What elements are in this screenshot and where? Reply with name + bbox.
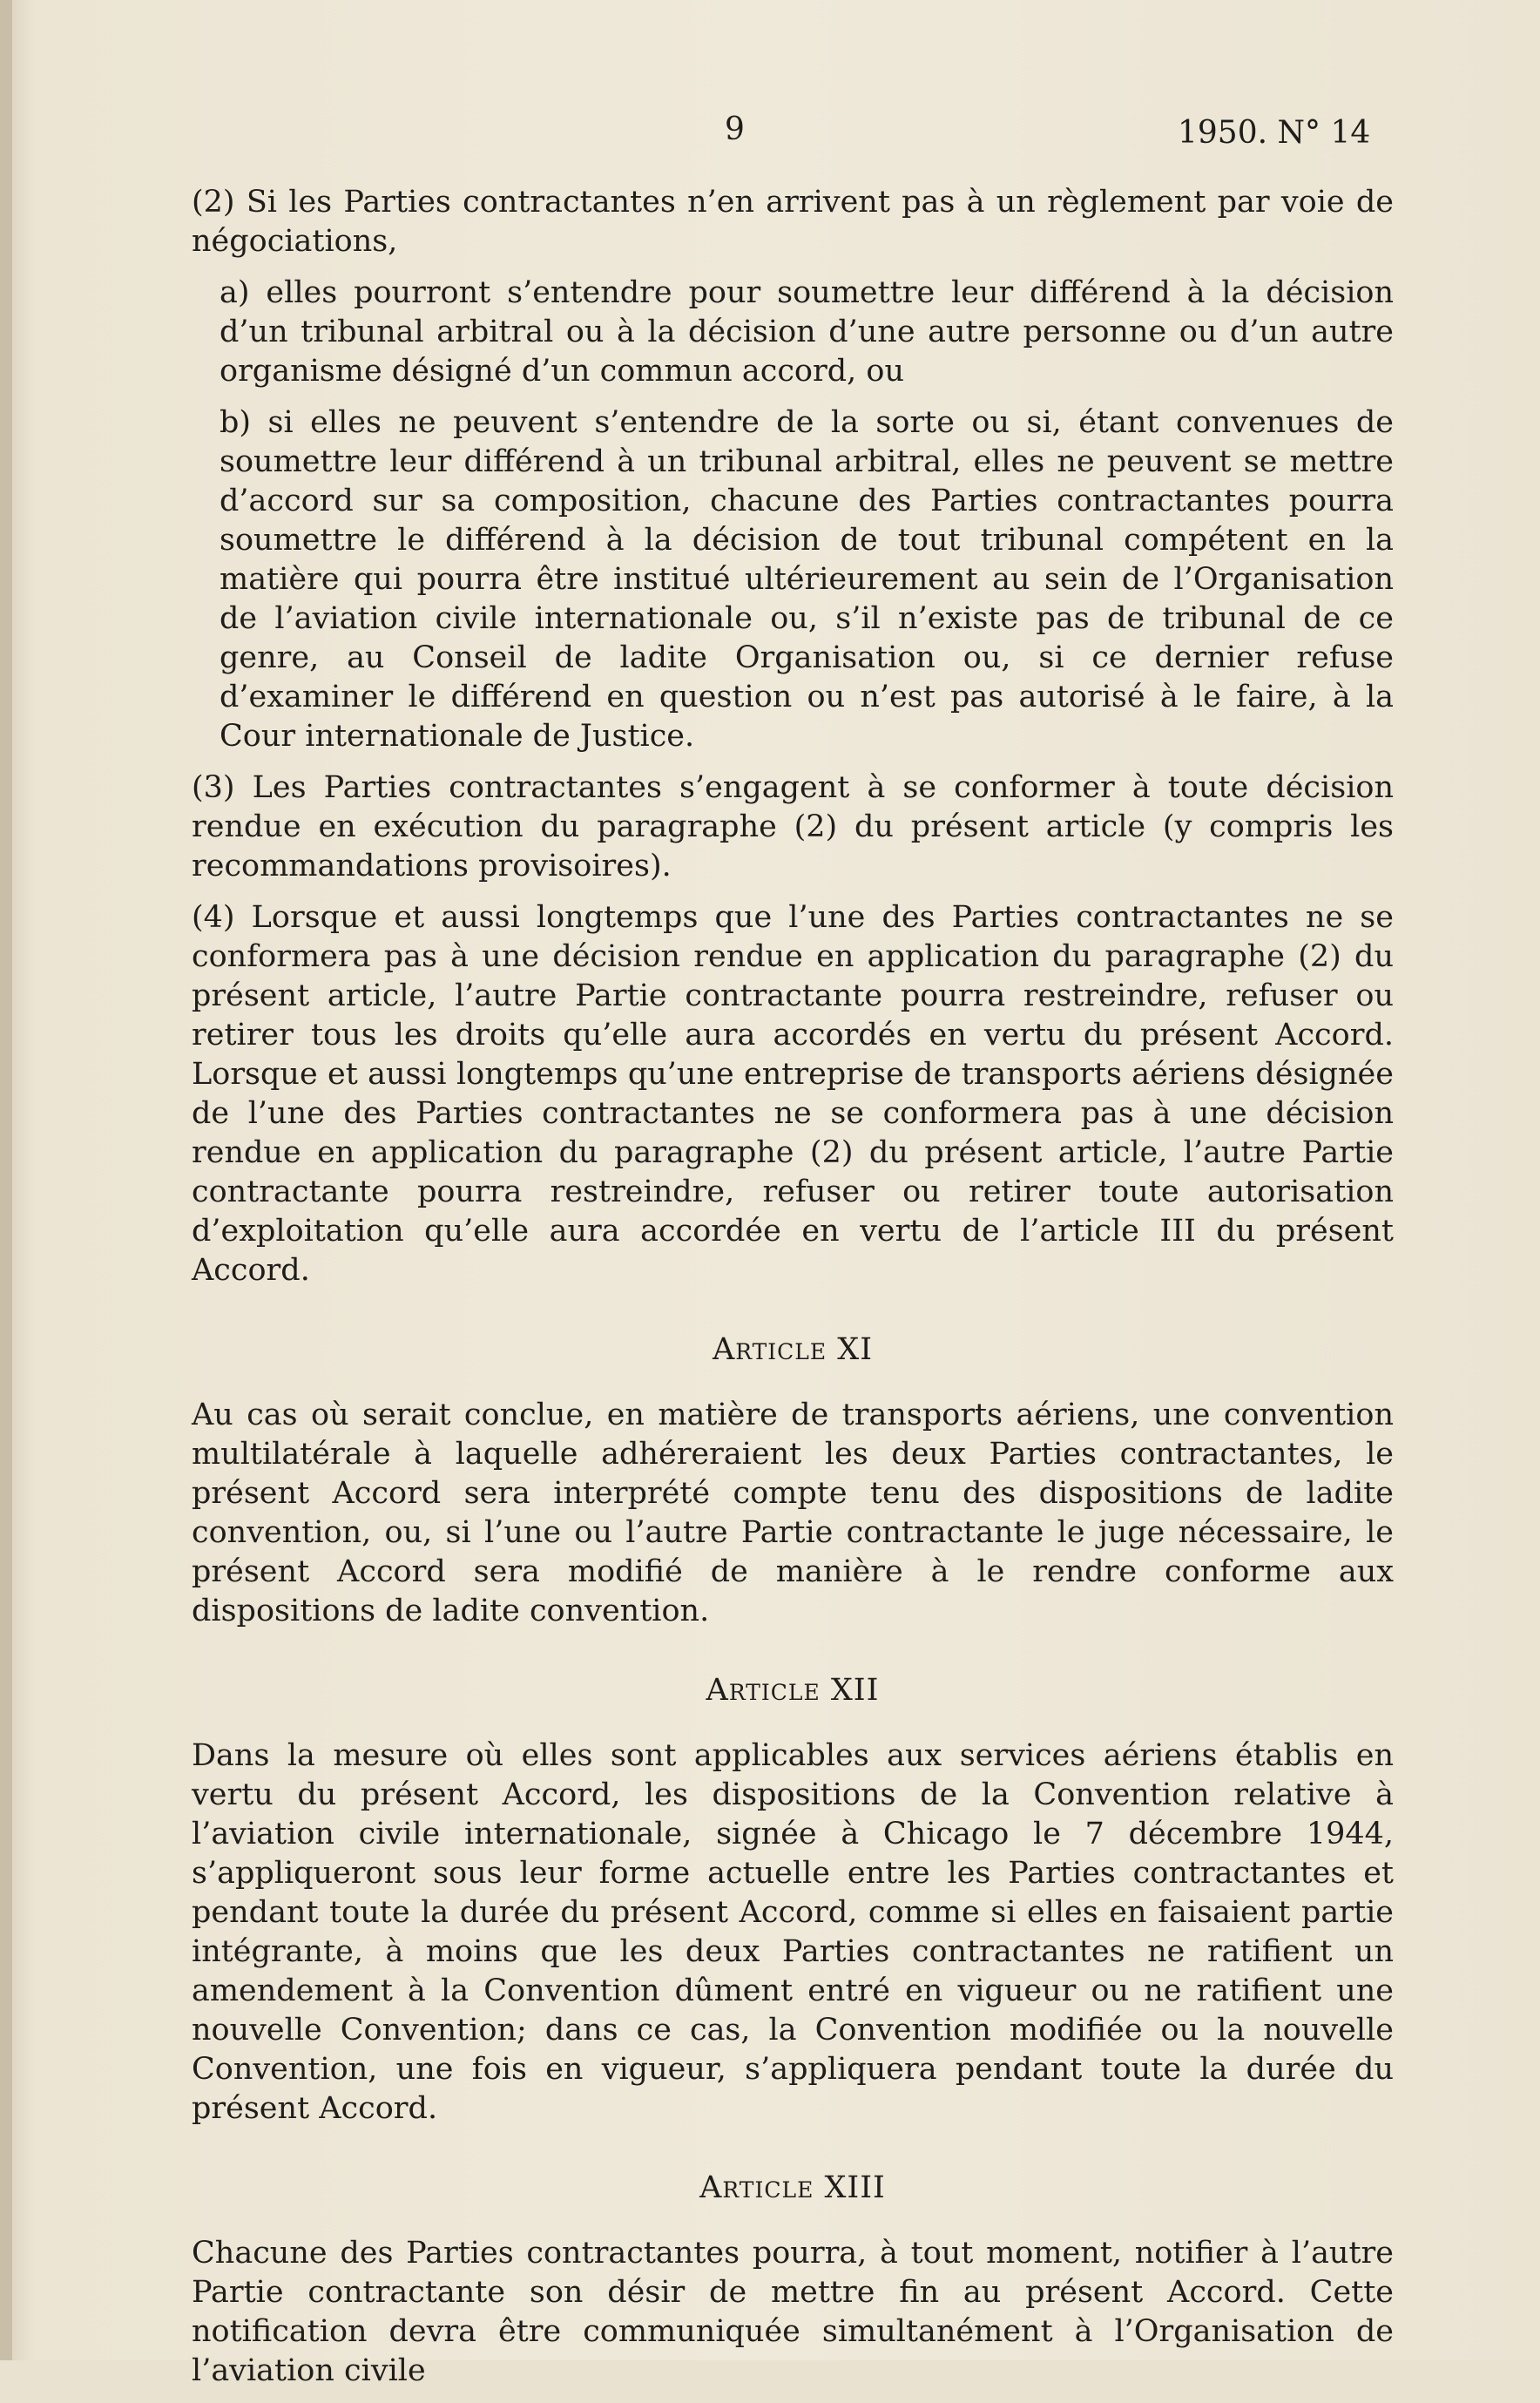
article-xii-heading: Article XII [706,1673,880,1708]
document-reference: 1950. N° 14 [1178,115,1371,151]
page-number: 9 [725,112,745,147]
paragraph-2-item-a: a) elles pourront s’entendre pour soumettre leur différend à la décision d’un tribunal arbitral ou à la décision d’une autre personne ou d’un autre organisme désigné d’un commun accord, ou [220,275,1394,389]
article-xi-heading: Article XI [712,1332,874,1367]
paragraph-2-intro: (2) Si les Parties contractantes n’en arrivent pas à un règlement par voie de négociations, [192,185,1394,259]
article-xiii-heading: Article XIII [699,2170,886,2205]
paragraph-2-item-b: b) si elles ne peuvent s’entendre de la sorte ou si, étant convenues de soumettre leur différend à un tribunal arbitral, elles ne peuvent se mettre d’accord sur sa composition, chacune des Parties contractantes pourra soumettre le différend à la décision de tout tribunal compétent en la matière qui pourra être institué ultérieurement au sein de l’Organisation de l’aviation civile internationale ou, s’il n’existe pas de tribunal de ce genre, au Conseil de ladite Organisation ou, si ce dernier refuse d’examiner le différend en question ou n’est pas autorisé à le faire, à la Cour internationale de Justice. [220,405,1394,754]
page-binding-edge [0,0,12,2360]
page-header [0,112,1540,164]
body-text [192,183,1394,2403]
article-xi-text: Au cas où serait conclue, en matière de transports aériens, une convention multilatérale à laquelle adhéreraient les deux Parties contractantes, le présent Accord sera interprété compte tenu des dispositions de ladite convention, ou, si l’une ou l’autre Partie contractante le juge nécessaire, le présent Accord sera modifié de manière à le rendre conforme aux dispositions de ladite convention. [192,1398,1394,1628]
paragraph-4: (4) Lorsque et aussi longtemps que l’une des Parties contractantes ne se conformera pas à une décision rendue en application du paragraphe (2) du présent article, l’autre Partie contractante pourra restreindre, refuser ou retirer tous les droits qu’elle aura accordés en vertu du présent Accord. Lorsque et aussi longtemps qu’une entreprise de transports aériens désignée de l’une des Parties contractantes ne se conformera pas à une décision rendue en application du paragraphe (2) du présent article, l’autre Partie contractante pourra restreindre, refuser ou retirer toute autorisation d’exploitation qu’elle aura accordée en vertu de l’article III du présent Accord. [192,900,1394,1288]
article-xiii-text: Chacune des Parties contractantes pourra, à tout moment, notifier à l’autre Partie contractante son désir de mettre fin au présent Accord. Cette notification devra être communiquée simultanément à l’Organisation de l’aviation civile [192,2236,1394,2388]
paragraph-3: (3) Les Parties contractantes s’engagent à se conformer à toute décision rendue en exécution du paragraphe (2) du présent article (y compris les recommandations provisoires). [192,770,1394,883]
article-xii-text: Dans la mesure où elles sont applicables aux services aériens établis en vertu du présent Accord, les dispositions de la Convention relative à l’aviation civile internationale, signée à Chicago le 7 décembre 1944, s’appliqueront sous leur forme actuelle entre les Parties contractantes et pendant toute la durée du présent Accord, comme si elles en faisaient partie intégrante, à moins que les deux Parties contractantes ne ratifient un amendement à la Convention dûment entré en vigueur ou ne ratifient une nouvelle Convention; dans ce cas, la Convention modifiée ou la nouvelle Convention, une fois en vigueur, s’appliquera pendant toute la durée du présent Accord. [192,1738,1394,2126]
